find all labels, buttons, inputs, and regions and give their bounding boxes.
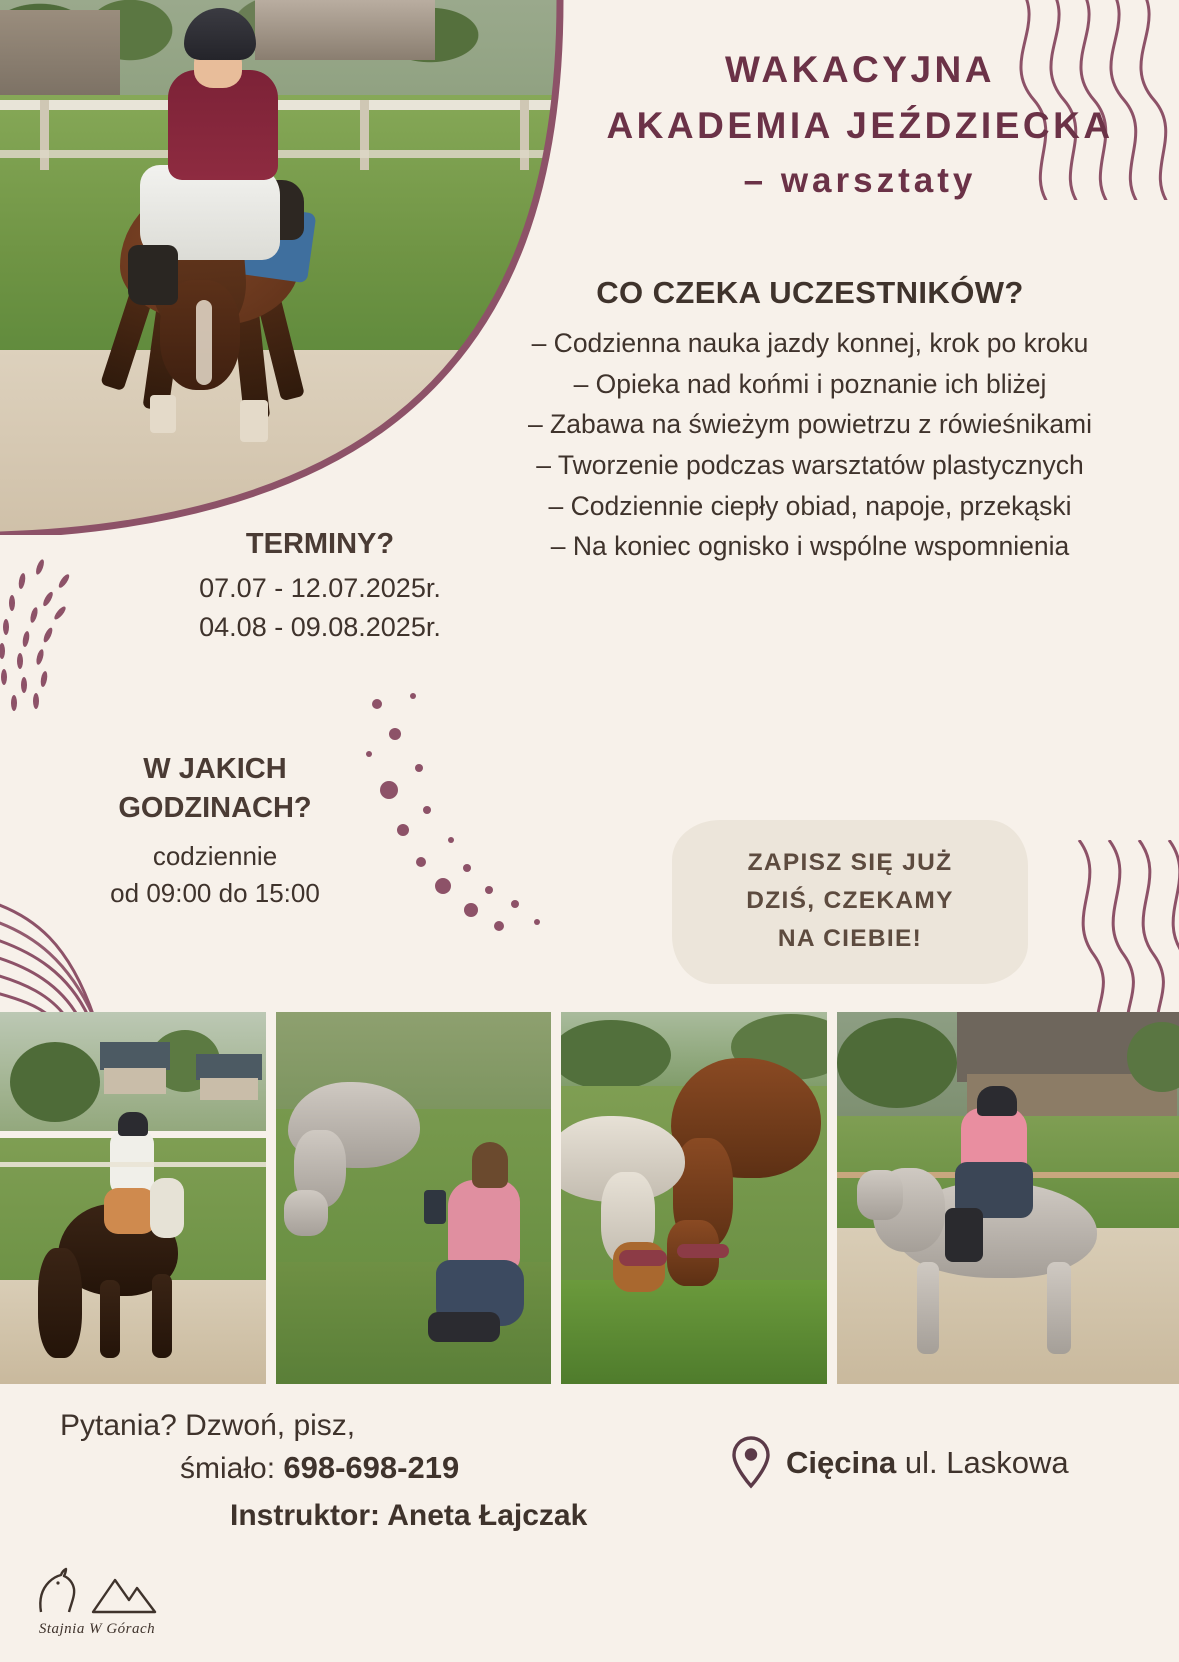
stable-logo <box>22 1566 172 1638</box>
footer <box>0 1398 1179 1662</box>
instructor-name: Instruktor: Aneta Łajczak <box>230 1499 588 1532</box>
program-item: – Tworzenie podczas warsztatów plastycznych <box>536 449 1084 480</box>
photo-strip <box>0 1012 1179 1384</box>
horse-head-and-mountains-icon <box>31 1566 163 1614</box>
photo-rider-leading-horse <box>0 1012 266 1384</box>
phone-number[interactable]: 698-698-219 <box>283 1449 460 1485</box>
program-list <box>500 325 1120 566</box>
program-item: – Na koniec ognisko i wspólne wspomnienia <box>550 531 1070 562</box>
program-section <box>500 275 1120 569</box>
address-block <box>730 1436 1069 1490</box>
wave-decoration-right <box>1059 840 1179 1030</box>
dot-scatter-decoration <box>355 690 595 950</box>
dates-value-2: 04.08 - 09.08.2025r. <box>199 612 441 643</box>
cta-line-3: NA CIEBIE! <box>777 924 923 952</box>
title-line-2: AKADEMIA JEŹDZIECKA <box>606 105 1114 147</box>
hours-heading-line-1: W JAKICH <box>143 753 287 785</box>
program-item: – Opieka nad końmi i poznanie ich bliżej <box>573 368 1047 399</box>
address-street: ul. Laskowa <box>904 1445 1069 1480</box>
photo-girl-photographing-pony <box>276 1012 552 1384</box>
stable-logo-text: Stajnia W Górach <box>38 1621 156 1637</box>
title-line-3: – warsztaty <box>743 161 977 201</box>
contact-label: śmiało: <box>180 1451 276 1485</box>
program-item: – Codzienna nauka jazdy konnej, krok po kroku <box>531 328 1089 358</box>
photo-two-horses-grazing <box>561 1012 827 1384</box>
hours-heading <box>50 750 380 828</box>
hours-section <box>50 750 380 914</box>
location-pin-icon <box>730 1436 772 1490</box>
dates-section <box>110 528 530 649</box>
title-line-1: WAKACYJNA <box>725 49 995 90</box>
contact-line-1: Pytania? Dzwoń, pisz, <box>60 1409 356 1442</box>
cta-line-2: DZIŚ, CZEKAMY <box>746 886 954 914</box>
program-item: – Codziennie ciepły obiad, napoje, przekąski <box>548 490 1072 521</box>
photo-child-riding-grey-pony <box>837 1012 1179 1384</box>
address-text <box>786 1445 1069 1481</box>
contact-block <box>60 1406 700 1533</box>
address-city: Cięcina <box>786 1445 897 1480</box>
hours-value-2: od 09:00 do 15:00 <box>110 878 320 909</box>
dates-value-1: 07.07 - 12.07.2025r. <box>199 573 441 603</box>
call-to-action-badge <box>672 820 1028 984</box>
program-item: – Zabawa na świeżym powietrzu z rówieśnikami <box>527 409 1093 440</box>
hours-value-1: codziennie <box>152 841 278 872</box>
cta-line-1: ZAPISZ SIĘ JUŻ <box>747 849 953 876</box>
hours-heading-line-2: GODZINACH? <box>118 792 312 825</box>
program-heading: CO CZEKA UCZESTNIKÓW? <box>596 275 1024 310</box>
poster-title <box>600 42 1120 208</box>
dates-heading: TERMINY? <box>245 528 395 560</box>
contact-line-2 <box>60 1447 700 1490</box>
